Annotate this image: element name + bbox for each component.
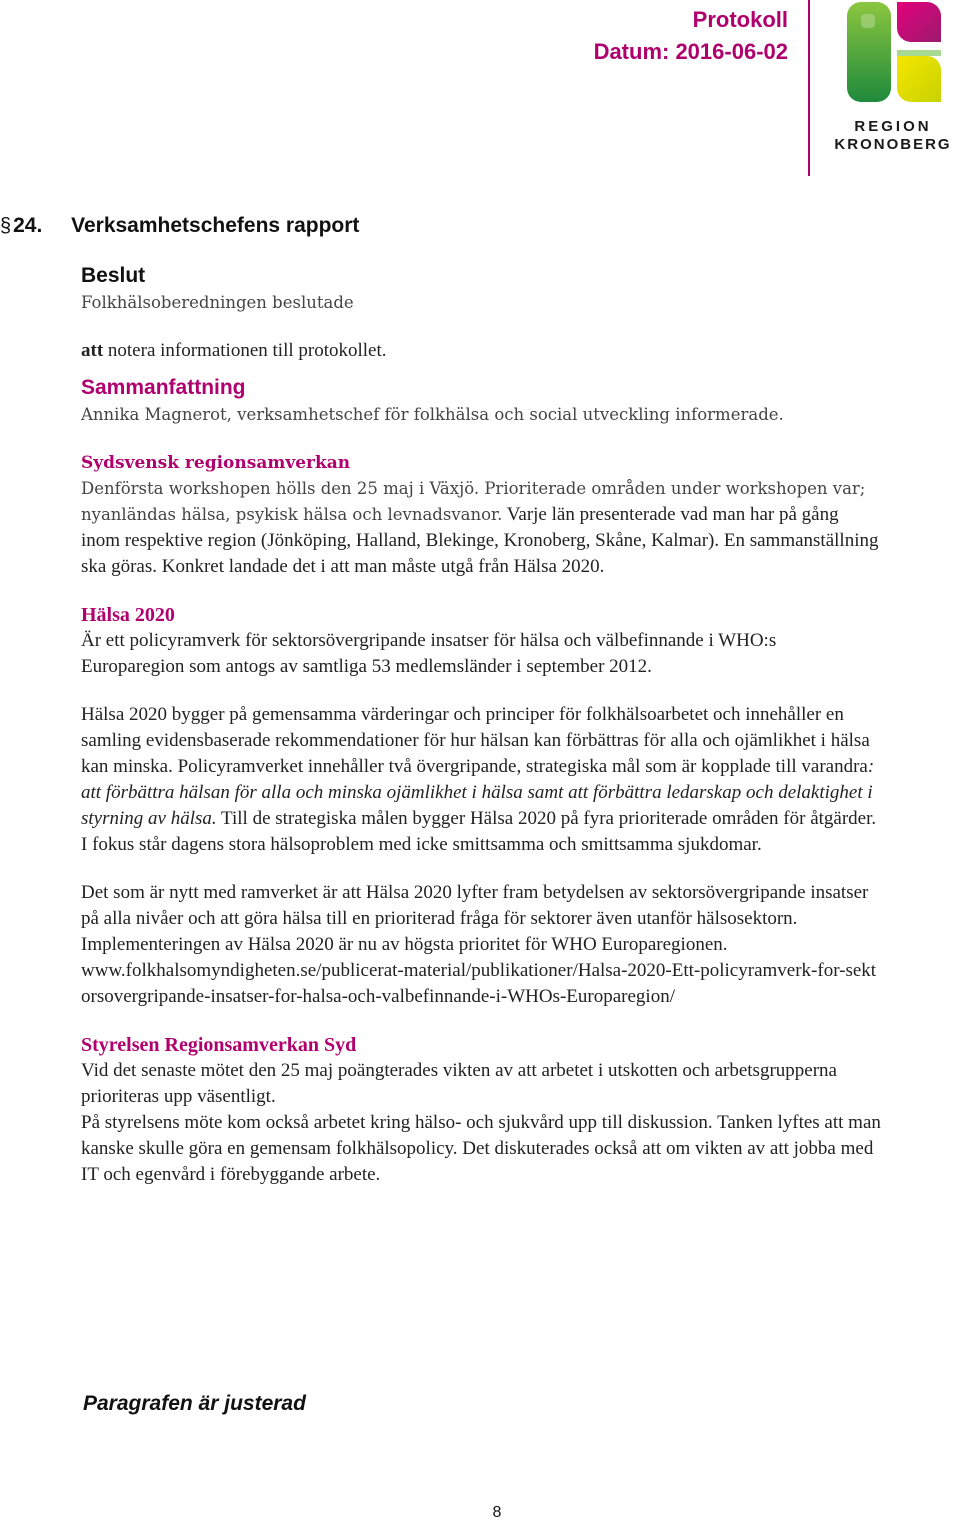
paragraph-symbol: §: [0, 215, 12, 237]
halsa2020-p2-start: Hälsa 2020 bygger på gemensamma värderingar och principer för folkhälsoarbetet och innehåller en samling evidensbaserade rekommendationer för hur hälsan kan förbättras för alla och ojämlikhet i hälsa kan minska. Policyramverket innehåller två övergripande, strategiska mål som är kopplade till varandra: [81, 704, 870, 777]
att-text: notera informationen till protokollet.: [103, 340, 387, 361]
styrelsen-paragraph-2: På styrelsens möte kom också arbetet kring hälso- och sjukvård upp till diskussion. Tanken lyftes att man kanske skulle göra en gemensam folkhälsopolicy. Det diskuterades också att om vikten av att jobba med IT och egenvård i förebyggande arbete.: [81, 1112, 881, 1185]
logo-line-kronoberg: KRONOBERG: [834, 136, 952, 153]
sydsvensk-text: [81, 476, 881, 580]
halsa2020-p2-italic: : att förbättra hälsan för alla och minska ojämlikhet i hälsa samt att förbättra ledarskap och delaktighet i styrning av hälsa.: [81, 756, 875, 829]
halsa2020-heading: Hälsa 2020: [81, 604, 175, 626]
document-header: [594, 4, 788, 68]
sydsvensk-text-light: Denförsta workshopen hölls den 25 maj i Växjö. Prioriterade områden under workshopen var; nyanländas hälsa, psykisk hälsa och levnadsvanor.: [81, 479, 866, 524]
region-kronoberg-logo-icon: [845, 0, 943, 104]
halsa2020-p2-end: Till de strategiska målen bygger Hälsa 2020 på fyra prioriterade områden för åtgärder. I fokus står dagens stora hälsoproblem med icke smittsamma och smittsamma sjukdomar.: [81, 808, 877, 855]
section-title: Verksamhetschefens rapport: [71, 214, 360, 237]
sydsvensk-text-rest: Varje län presenterade vad man har på gång inom respektive region (Jönköping, Halland, Blekinge, Kronoberg, Skåne, Kalmar). En sammanställning ska göras. Konkret landade det i att man måste utgå från Hälsa 2020.: [81, 504, 879, 577]
styrelsen-heading: Styrelsen Regionsamverkan Syd: [81, 1034, 357, 1056]
beslut-text: Folkhälsoberedningen beslutade: [81, 293, 354, 312]
document-date: Datum: 2016-06-02: [593, 39, 788, 64]
document-body: [81, 262, 881, 1188]
document-type: Protokoll: [692, 7, 788, 32]
section-heading: [0, 214, 359, 238]
logo-wordmark: [826, 118, 960, 154]
halsa2020-intro: Är ett policyramverk för sektorsövergripande insatser för hälsa och välbefinnande i WHO:s Europaregion som antogs av samtliga 53 medlemsländer i september 2012.: [81, 630, 777, 677]
section-number: 24.: [13, 214, 43, 237]
sammanfattning-heading: Sammanfattning: [81, 376, 246, 399]
beslut-heading: Beslut: [81, 264, 146, 287]
beslut-decision: [81, 338, 881, 364]
page-number: 8: [492, 1504, 502, 1521]
header-divider: [808, 0, 810, 176]
sammanfattning-text: Annika Magnerot, verksamhetschef för folkhälsa och social utveckling informerade.: [81, 405, 784, 424]
att-label: att: [81, 340, 104, 361]
halsa2020-paragraph-3: Det som är nytt med ramverket är att Hälsa 2020 lyfter fram betydelsen av sektorsövergripande insatser på alla nivåer och att göra hälsa till en prioriterad fråga för sektorer även utanför hälsosektorn. Implementeringen av Hälsa 2020 är nu av högsta prioritet för WHO Europaregionen.: [81, 882, 869, 955]
halsa2020-paragraph-2: [81, 702, 881, 858]
styrelsen-paragraph-1: Vid det senaste mötet den 25 maj poängterades vikten av att arbetet i utskotten och arbetsgrupperna prioriteras upp väsentligt.: [81, 1060, 837, 1107]
logo-line-region: REGION: [854, 118, 932, 135]
sydsvensk-heading: Sydsvensk regionsamverkan: [81, 453, 351, 473]
paragraph-approved-note: Paragrafen är justerad: [83, 1392, 306, 1415]
halsa2020-link[interactable]: www.folkhalsomyndigheten.se/publicerat-material/publikationer/Halsa-2020-Ett-policyramverk-for-sektorsovergripande-insatser-for-halsa-och-valbefinnande-i-WHOs-Europaregion/: [81, 960, 877, 1007]
